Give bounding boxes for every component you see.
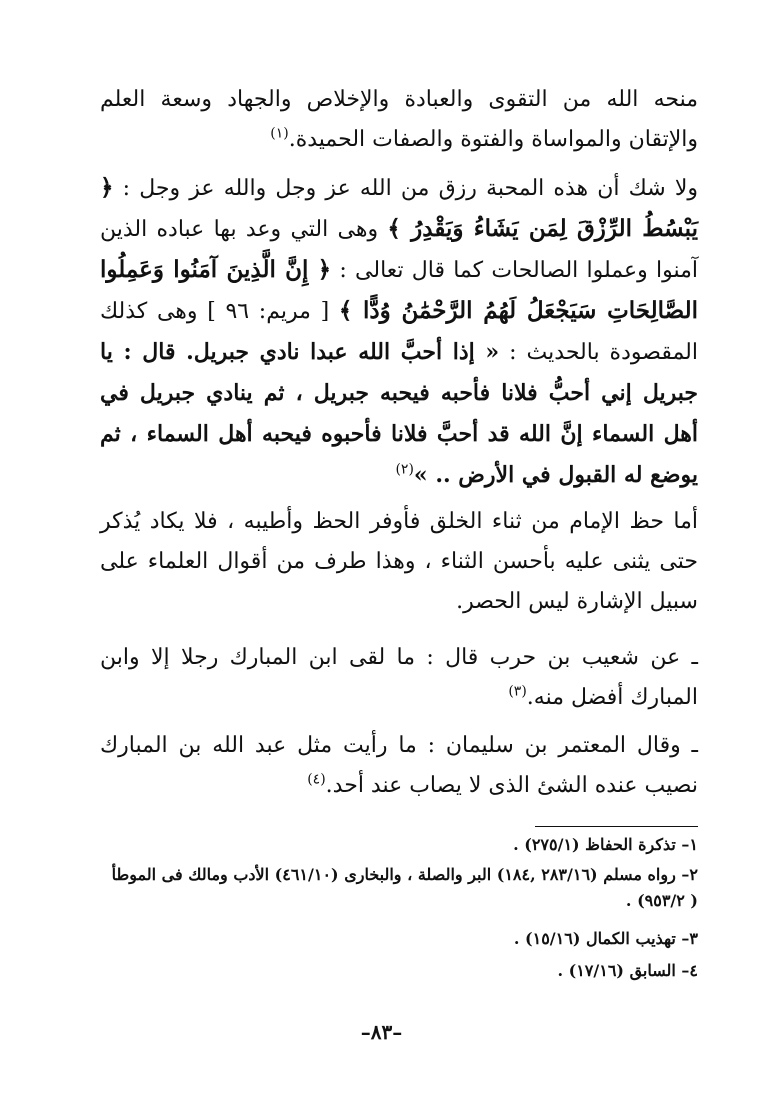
- footnote-ref-2: (٢): [395, 461, 414, 478]
- footnote-1: ١– تذكرة الحفاظ (٢٧٥/١) .: [513, 835, 698, 854]
- mutamir-quote-text: ـ وقال المعتمر بن سليمان : ما رأيت مثل عبد الله بن المبارك نصيب عنده الشئ الذى لا يصاب عند أحد.: [100, 733, 698, 798]
- paragraph-virtues-text: منحه الله من التقوى والعبادة والإخلاص والجهاد وسعة العلم والإتقان والمواساة والفتوة والصفات الحميدة.: [100, 87, 698, 152]
- quran-citation: [ مريم: ٩٦ ]: [207, 299, 330, 324]
- footnote-2: ٢– رواه مسلم (٢٨٣/١٦ ,١٨٤) البر والصلة ، والبخارى (٤٦١/١٠) الأدب ومالك فى الموطأ ( ٩٥٣/٢) .: [111, 865, 698, 910]
- paragraph-love-intro: ولا شك أن هذه المحبة رزق من الله عز وجل والله عز وجل :: [122, 176, 698, 201]
- footnote-4: ٤– السابق (١٧/١٦) .: [557, 961, 698, 980]
- hadith-text: « إذا أحبَّ الله عبدا نادي جبريل. قال : يا جبريل إني أحبُّ فلانا فأحبه فيحبه جبريل ، ثم ينادي جبريل في أهل السماء إنَّ الله قد أحبَّ فلانا فأحبوه فيحبه أهل السماء ، ثم يوضع له القبول في الأرض .. »: [100, 339, 698, 488]
- quran-verse-maryam: ﴿ إِنَّ الَّذِينَ آمَنُوا وَعَمِلُوا الصَّالِحَاتِ سَيَجْعَلُ لَهُمُ الرَّحْمَٰنُ وُدًّا ﴾: [100, 256, 698, 324]
- shuaib-quote-text: ـ عن شعيب بن حرب قال : ما لقى ابن المبارك رجلا إلا وابن المبارك أفضل منه.: [100, 645, 698, 710]
- footnote-divider: [535, 826, 698, 827]
- paragraph-mutamir-quote: [100, 726, 698, 806]
- paragraph-virtues: [100, 80, 698, 160]
- paragraph-shuaib-quote: [100, 638, 698, 718]
- paragraph-love-sustenance: [100, 168, 698, 496]
- footnote-ref-3: (٣): [508, 683, 527, 700]
- paragraph-praise: [100, 502, 698, 622]
- paragraph-praise-text: أما حظ الإمام من ثناء الخلق فأوفر الحظ وأطيبه ، فلا يكاد يُذكر حتى يثنى عليه بأحسن الثناء ، وهذا طرف من أقوال العلماء على سبيل الإشارة ليس الحصر.: [100, 509, 698, 614]
- page-number: –٨٣–: [360, 1020, 403, 1044]
- hadith-intro: وهى كذلك المقصودة بالحديث :: [100, 299, 698, 365]
- footnote-3: ٣– تهذيب الكمال (١٥/١٦) .: [513, 929, 698, 948]
- footnote-ref-4: (٤): [307, 771, 326, 788]
- paragraph-love-mid: وهى التي وعد بها عباده الذين آمنوا وعملوا الصالحات كما قال تعالى :: [100, 217, 699, 283]
- quran-verse-sustenance: ﴿ يَبْسُطُ الرِّزْقَ لِمَن يَشَاءُ وَيَقْدِرُ ﴾: [100, 174, 698, 242]
- footnote-ref-1: (١): [270, 125, 289, 142]
